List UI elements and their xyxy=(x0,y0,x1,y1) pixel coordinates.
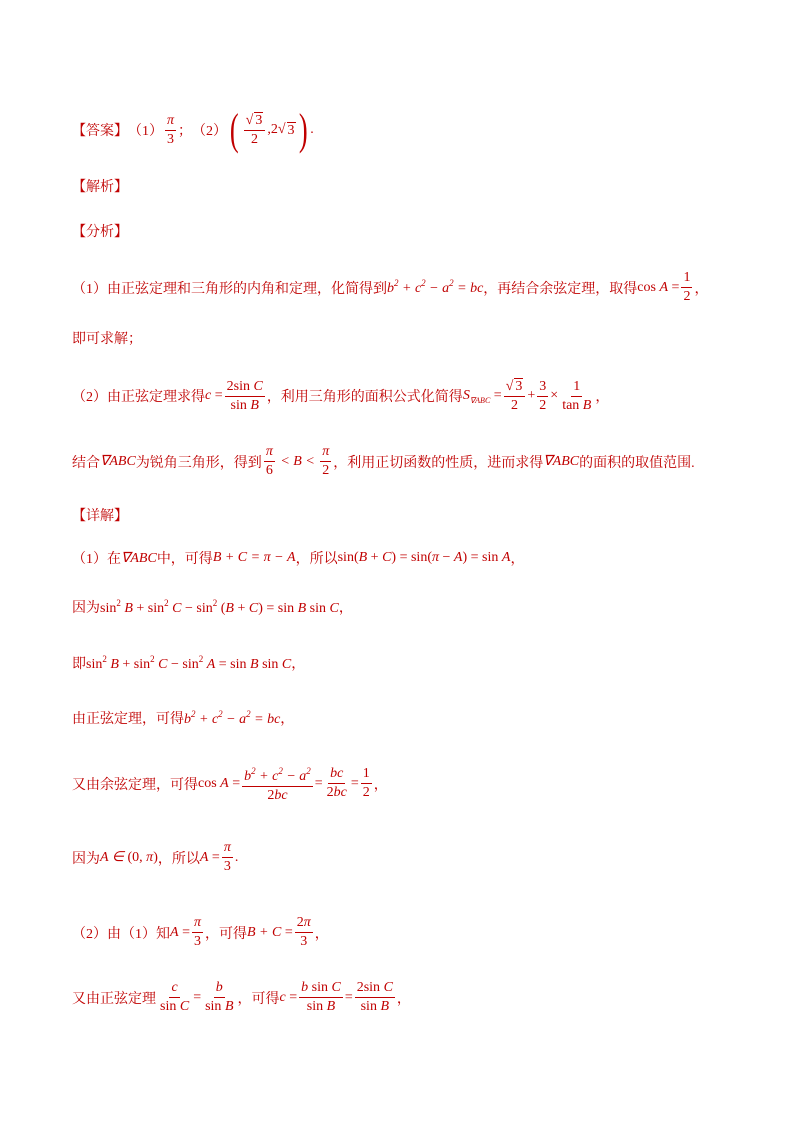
answer-part1-label: （1） xyxy=(128,124,163,139)
detail-line-5: 又由余弦定理，可得 cos A = $\frac{b^2 + c^2 - a^2}{2bc}$ = $\frac{bc}{2bc}$ = $\frac{1}{2}$ ， xyxy=(72,763,388,804)
detail-line-8: 又由正弦定理 $\frac{c}{\text{sin C}}$ = $\frac{b}{\text{sin B}}$ ，可得 c = $\frac{\text{b sin C}}{\text{sin B}}$ = $\frac{\text{2sin C}}{\text{sin B}}$ ， xyxy=(72,980,411,1014)
detail-line-1: （1）在 ∇ABC 中，可得 B + C = π − A ，所以 sin(B + C) = sin(π − A) = sin A ， xyxy=(72,550,525,567)
right-paren: ) xyxy=(298,105,308,154)
detail-line-4: 由正弦定理，可得 $b^2 + c^2 - a^2$ = bc ， xyxy=(72,708,295,727)
answer-end: . xyxy=(310,122,314,137)
left-paren: ( xyxy=(229,105,239,154)
equation-b2c2a2: $b^2 + c^2 - a^2$ = bc xyxy=(387,278,484,296)
detail-line-2: 因为 $\sin^2 B + \sin^2 C - \sin^2 (B + C) = \sin B$ sin C ， xyxy=(72,597,353,616)
analysis-line-4: 结合 ∇ABC 为锐角三角形，得到 $\frac{\pi}{6}$ < B < $\frac{\pi}{2}$ ，利用正切函数的性质，进而求得 ∇ABC 的面积的取值范围. xyxy=(72,444,695,478)
xiangjie-heading: 【详解】 xyxy=(72,509,128,524)
analysis-line-1: （1）由正弦定理和三角形的内角和定理，化简得到 $b^2 + c^2 - a^2$ = bc ，再结合余弦定理，取得 cos A = $\frac{1}{2}$ ， xyxy=(72,270,709,304)
fraction-sqrt3-over-2: $\frac{√ 3}{2}$ xyxy=(244,112,266,148)
fraction-1-over-2: $\frac{1}{2}$ xyxy=(683,270,691,304)
answer-part2-label: （2） xyxy=(192,124,228,139)
answer-separator: ； xyxy=(178,124,193,139)
fraction-pi-over-3: $\frac{\pi}{3}$ xyxy=(167,112,175,147)
analysis-line-2: 即可求解； xyxy=(72,332,142,347)
detail-line-6: 因为 A ∈ (0, π) ，所以 A = $\frac{\pi}{3}$ . xyxy=(72,840,239,874)
sqrt3-upper: 3 xyxy=(287,122,295,138)
answer-line: 【答案】 （1） $\frac{\pi}{3}$ ； （2） ( $\frac{√ 3}{2}$ ,2 √ 3 ) . xyxy=(72,105,314,154)
jiexi-heading: 【解析】 xyxy=(72,180,128,195)
detail-line-3: 即 $\sin^2 B + \sin^2 C - \sin^2 A = \sin B$ sin C ， xyxy=(72,653,306,672)
detail-line-7: （2）由（1）知 A = $\frac{\pi}{3}$ ，可得 B + C = $\frac{2\pi}{3}$ ， xyxy=(72,915,329,949)
analysis-line-3: （2）由正弦定理求得 c = $\frac{\text{2sin C}}{\text{sin B}}$ ，利用三角形的面积公式化简得 $S_{\nabla ABC}$ = $\frac{√ 3}{2}$ + $\frac{3}{2}$ × $\frac{1}{\text{tan B}}$ ， xyxy=(72,378,610,413)
fenxi-heading: 【分析】 xyxy=(72,225,128,240)
answer-label: 【答案】 xyxy=(72,124,128,139)
interval-comma: ,2 xyxy=(267,122,278,137)
fraction-2sinC-over-sinB: $\frac{\text{2sin C}}{\text{sin B}}$ xyxy=(226,378,263,413)
